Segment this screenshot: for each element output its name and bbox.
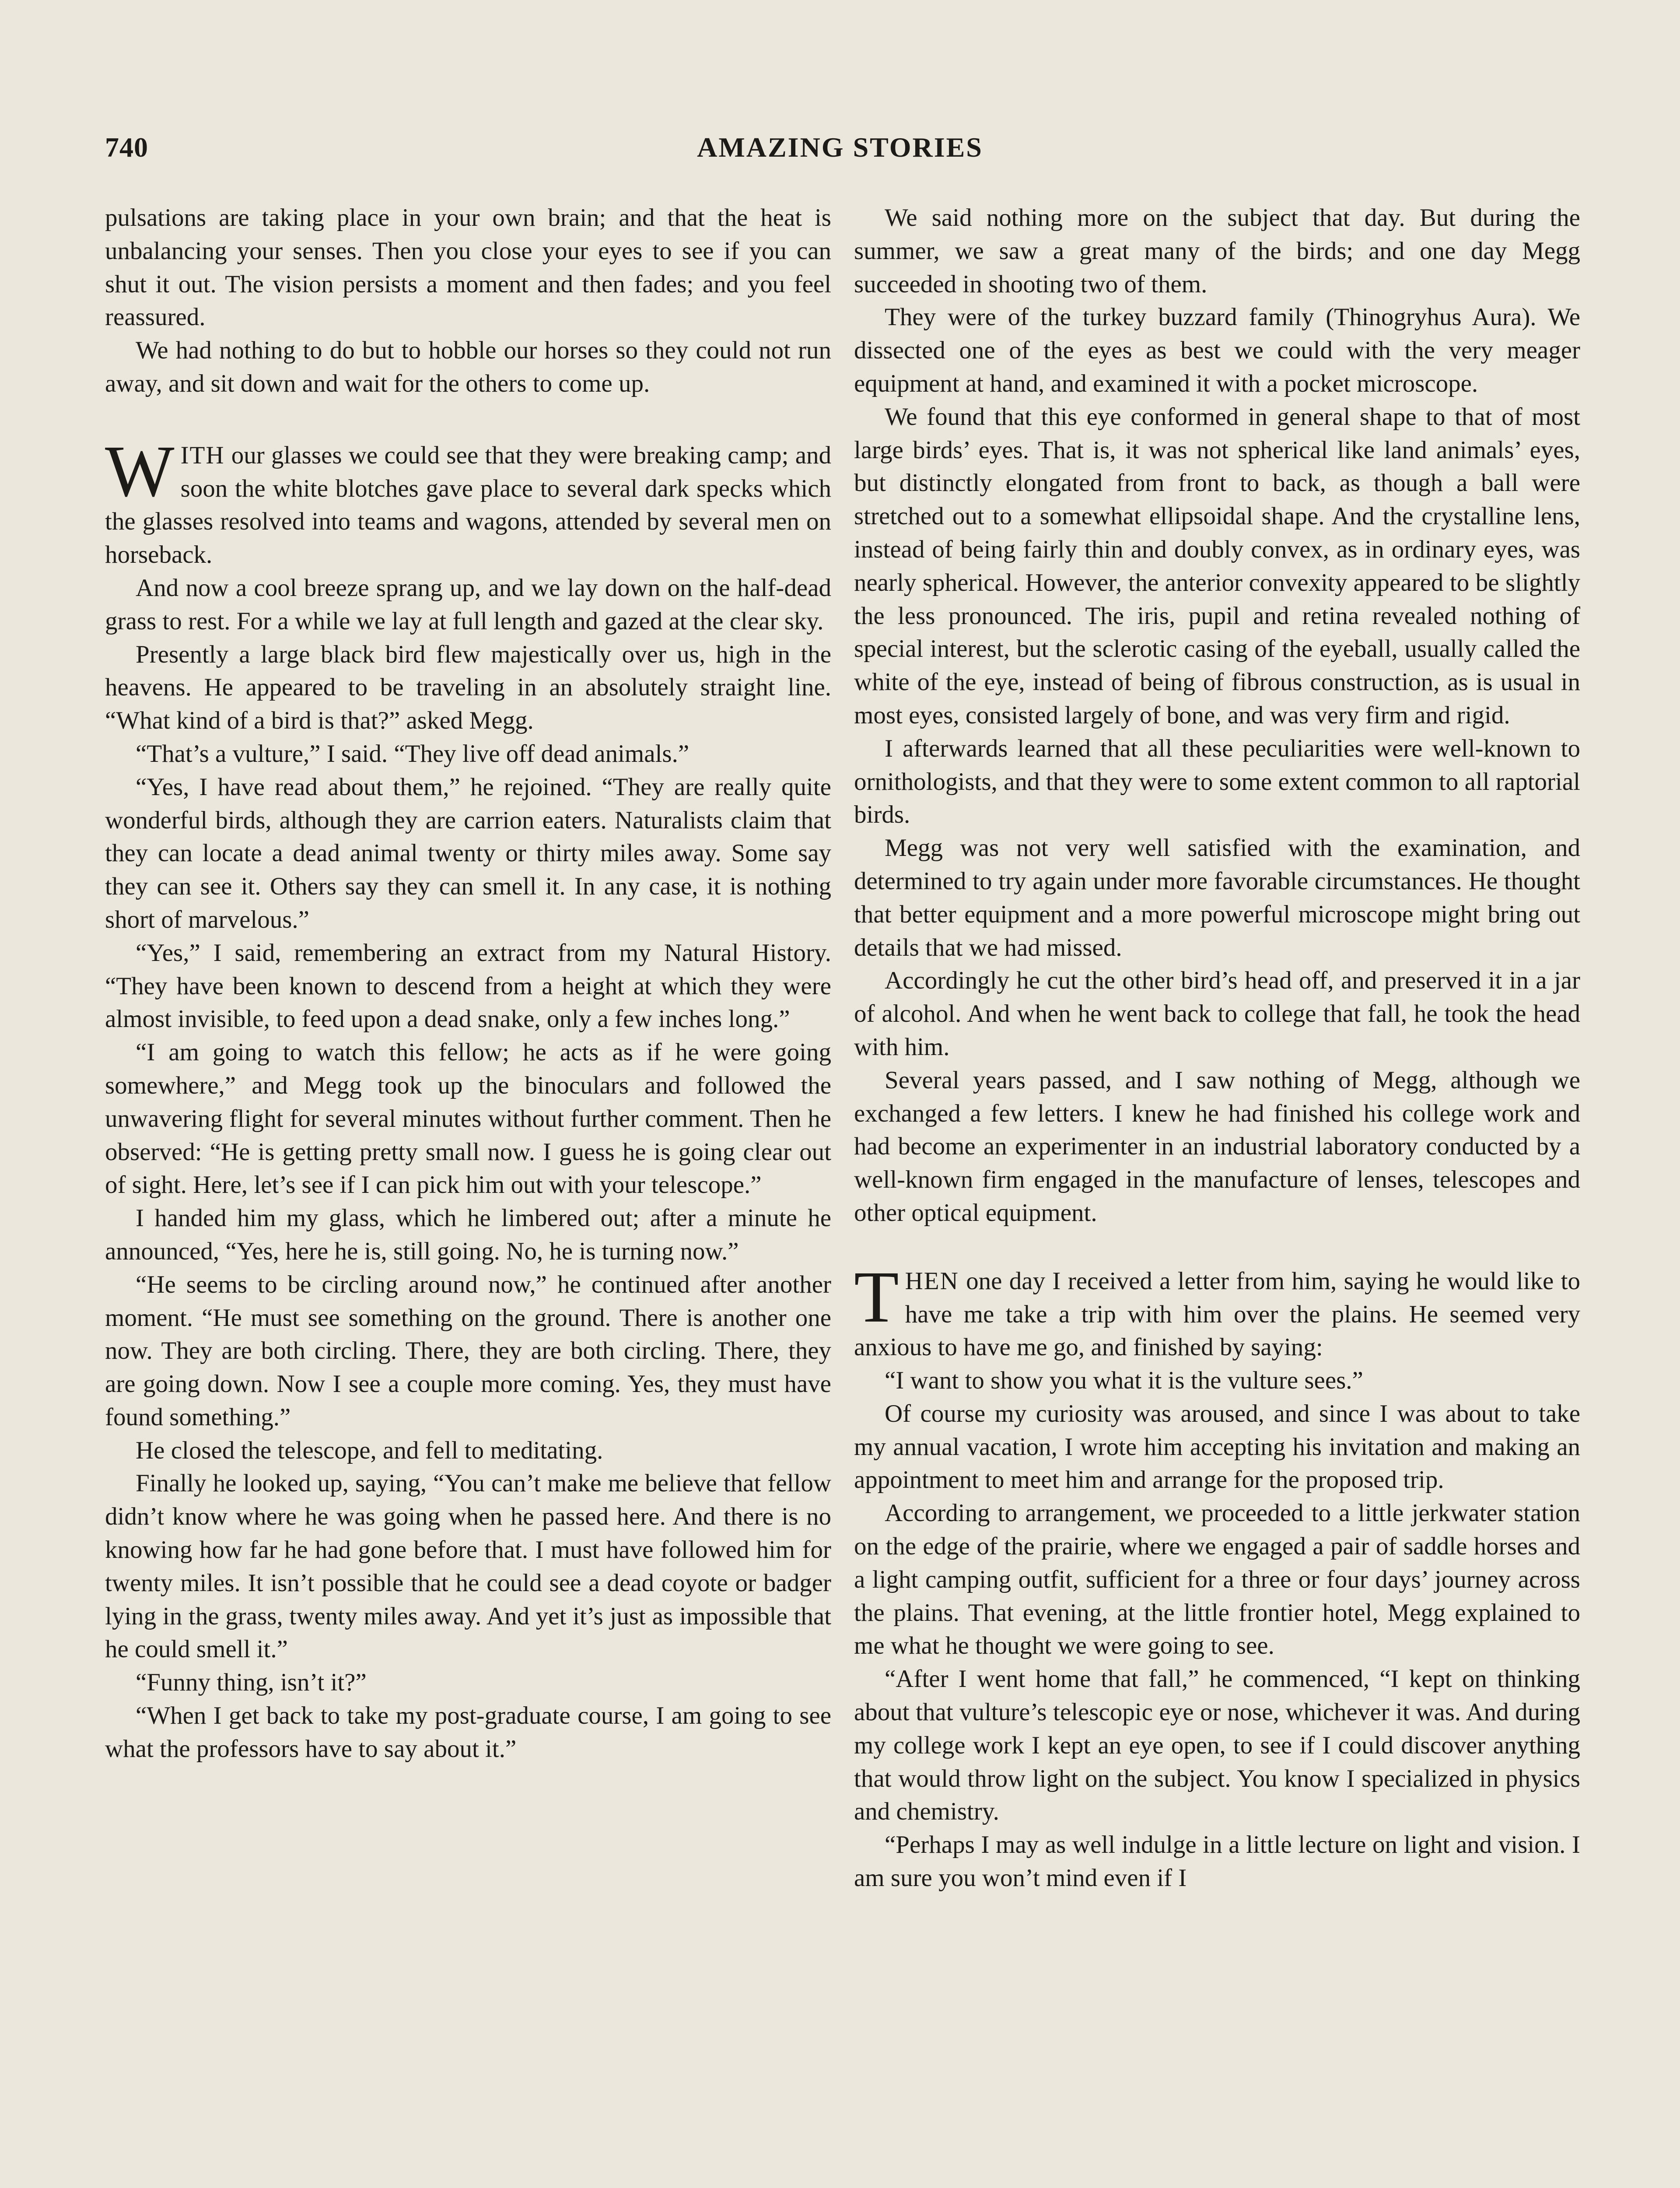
paragraph: Accordingly he cut the other bird’s head off, and preserved it in a jar of alcohol. And when he went back to college that fall, he took the head with him. xyxy=(854,967,1580,1061)
paragraph: Presently a large black bird flew majestically over us, high in the heavens. He appeared to be traveling in an absolutely straight line. “What kind of a bird is that?” asked Megg. xyxy=(105,640,831,735)
paragraph: pulsations are taking place in your own brain; and that the heat is unbalancing your senses. Then you close your eyes to see if you can shut it out. The vision persists a moment and then fades; and you feel reassured. xyxy=(105,204,831,331)
section-break xyxy=(854,1230,1580,1265)
paragraph: Megg was not very well satisfied with the examination, and determined to try again under more favorable circumstances. He thought that better equipment and a more powerful microscope might bring out details that we had missed. xyxy=(854,834,1580,961)
paragraph: “Funny thing, isn’t it?” xyxy=(136,1669,367,1697)
paragraph: “Perhaps I may as well indulge in a little lecture on light and vision. I am sure you won’t mind even if I xyxy=(854,1831,1580,1892)
paragraph: “Yes,” I said, remembering an extract from my Natural History. “They have been known to descend from a height at which they were almost invisible, to feed upon a dead snake, only a few inches long.” xyxy=(105,939,831,1033)
running-title: AMAZING STORIES xyxy=(697,132,983,163)
paragraph: And now a cool breeze sprang up, and we lay down on the half-dead grass to rest. For a while we lay at full length and gazed at the clear sky. xyxy=(105,574,831,635)
paragraph: Of course my curiosity was aroused, and since I was about to take my annual vacation, I wrote him accepting his invitation and making an appointment to meet him and arrange for the proposed trip. xyxy=(854,1399,1580,1494)
paragraph: “After I went home that fall,” he commenced, “I kept on thinking about that vulture’s telescopic eye or nose, whichever it was. And during my college work I kept an eye open, to see if I could discover anything that would throw light on the subject. You know I specialized in physics and chemistry. xyxy=(854,1665,1580,1826)
opening-paragraph-text: our glasses we could see that they were breaking camp; and soon the white blotches gave place to several dark specks which the glasses resolved into teams and wagons, attended by several men on horseback. xyxy=(105,441,831,569)
paragraph: “He seems to be circling around now,” he continued after another moment. “He must see something on the ground. There is another one now. They are both circling. There, they are both circling. There, they are going down. Now I see a couple more coming. Yes, they must have found something.” xyxy=(105,1270,831,1431)
paragraph: I handed him my glass, which he limbered out; after a minute he announced, “Yes, here he is, still going. No, he is turning now.” xyxy=(105,1204,831,1265)
drop-cap: T xyxy=(854,1256,899,1338)
paragraph: According to arrangement, we proceeded to a little jerkwater station on the edge of the prairie, where we engaged a pair of saddle horses and a light camping outfit, sufficient for a three or four days’ journey across the plains. That evening, at the little frontier hotel, Megg explained to me what he thought we were going to see. xyxy=(854,1499,1580,1660)
paragraph: “I am going to watch this fellow; he acts as if he were going somewhere,” and Megg took up the binoculars and followed the unwavering flight for several minutes without further comment. Then he observed: “He is getting pretty small now. I guess he is going clear out of sight. Here, let’s see if I can pick him out with your telescope.” xyxy=(105,1038,831,1199)
left-column xyxy=(105,201,831,2188)
page-number: 740 xyxy=(105,132,148,163)
drop-cap-continuation: HEN xyxy=(905,1267,959,1295)
section-opening-paragraph xyxy=(854,1256,1580,1364)
right-column xyxy=(854,201,1580,2188)
paragraph: Several years passed, and I saw nothing of Megg, although we exchanged a few letters. I knew he had finished his college work and had become an experimenter in an industrial laboratory conducted by a well-known firm engaged in the manufacture of lenses, telescopes and other optical equipment. xyxy=(854,1066,1580,1227)
paragraph: “Yes, I have read about them,” he rejoined. “They are really quite wonderful birds, although they are carrion eaters. Naturalists claim that they can locate a dead animal twenty or thirty miles away. Some say they can see it. Others say they can smell it. In any case, it is nothing short of marvelous.” xyxy=(105,773,831,933)
paragraph: “That’s a vulture,” I said. “They live off dead animals.” xyxy=(136,740,690,768)
drop-cap-continuation: ITH xyxy=(180,441,225,469)
paragraph: Finally he looked up, saying, “You can’t make me believe that fellow didn’t know where he was going when he passed here. And there is no knowing how far he had gone before that. I must have followed him for twenty miles. It isn’t possible that he could see a dead coyote or badger lying in the grass, twenty miles away. And yet it’s just as impossible that he could smell it.” xyxy=(105,1469,831,1663)
opening-paragraph-text: one day I received a letter from him, saying he would like to have me take a trip with him over the plains. He seemed very anxious to have me go, and finished by saying: xyxy=(854,1267,1580,1361)
paragraph: “I want to show you what it is the vulture sees.” xyxy=(885,1367,1363,1395)
paragraph: We had nothing to do but to hobble our horses so they could not run away, and sit down and wait for the others to come up. xyxy=(105,337,831,397)
section-opening-paragraph xyxy=(105,430,831,572)
paragraph: “When I get back to take my post-graduate course, I am going to see what the professors have to say about it.” xyxy=(105,1702,831,1763)
page-header xyxy=(101,131,1579,171)
paragraph: They were of the turkey buzzard family (Thinogryhus Aura). We dissected one of the eyes as best we could with the very meager equipment at hand, and examined it with a pocket microscope. xyxy=(854,303,1580,397)
paragraph: We said nothing more on the subject that day. But during the summer, we saw a great many of the birds; and one day Megg succeeded in shooting two of them. xyxy=(854,204,1580,298)
paragraph: He closed the telescope, and fell to meditating. xyxy=(136,1436,603,1464)
paragraph: We found that this eye conformed in general shape to that of most large birds’ eyes. That is, it was not spherical like land animals’ eyes, but distinctly elongated from front to back, as though a ball were stretched out to a somewhat ellipsoidal shape. And the crystalline lens, instead of being fairly thin and doubly convex, as in ordinary eyes, was nearly spherical. However, the anterior convexity appeared to be slightly the less pronounced. The iris, pupil and retina revealed nothing of special interest, but the sclerotic casing of the eyeball, usually called the white of the eye, instead of being of fibrous construction, as is usual in most eyes, consisted largely of bone, and was very firm and rigid. xyxy=(854,403,1580,729)
paragraph: I afterwards learned that all these peculiarities were well-known to ornithologists, and that they were to some extent common to all raptorial birds. xyxy=(854,734,1580,829)
drop-cap: W xyxy=(105,430,175,512)
section-break xyxy=(105,400,831,439)
